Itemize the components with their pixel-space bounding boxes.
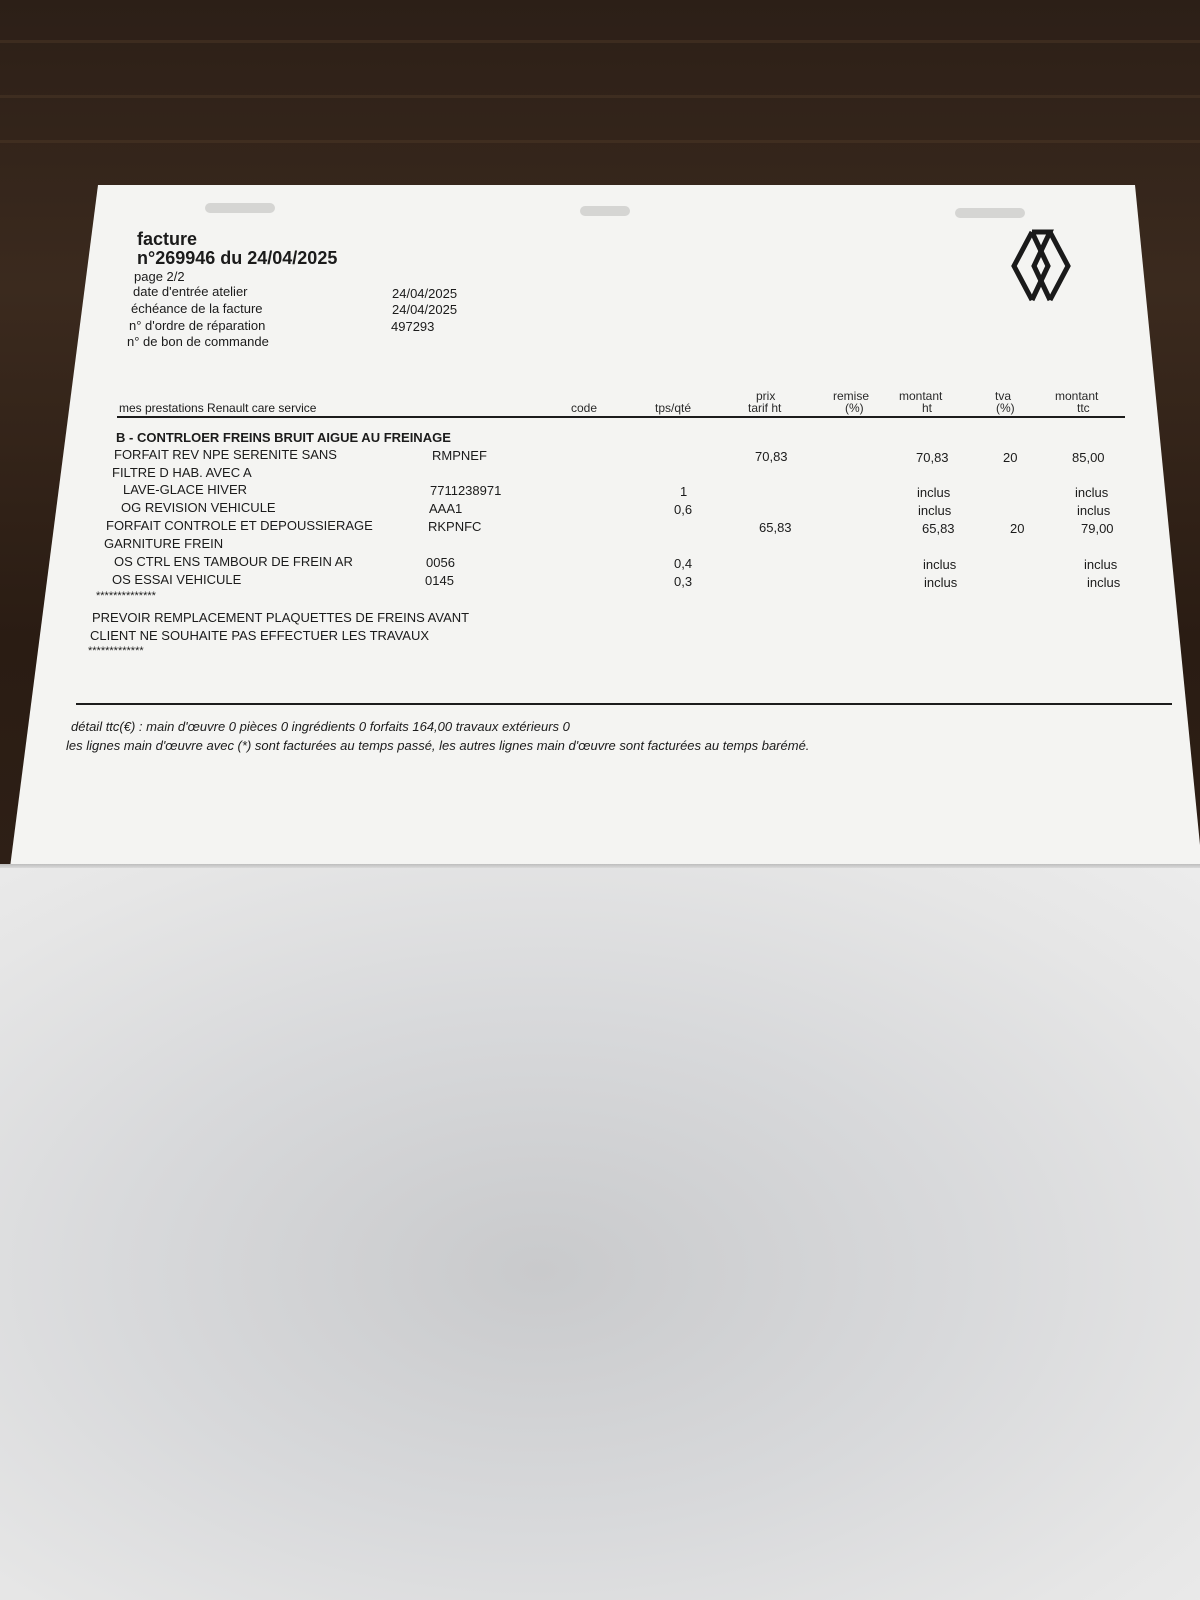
header-amount-ht-2: ht [922, 401, 933, 415]
row-label: FILTRE D HAB. AVEC A [112, 465, 252, 480]
header-code: code [571, 401, 598, 415]
section-title: B - CONTRLOER FREINS BRUIT AIGUE AU FREINAGE [116, 430, 451, 445]
row-label: FORFAIT CONTROLE ET DEPOUSSIERAGE [106, 518, 373, 533]
header-price-2: tarif ht [748, 401, 782, 415]
printer-smudge [205, 203, 275, 213]
header-amount-ht-1: montant [899, 389, 943, 403]
row-label: LAVE-GLACE HIVER [123, 482, 248, 497]
note-separator: ************* [88, 645, 144, 657]
header-amount-ttc-2: ttc [1077, 401, 1090, 415]
row-amount-ttc: inclus [1075, 485, 1109, 500]
header-qty: tps/qté [655, 401, 692, 415]
meta-label: n° d'ordre de réparation [129, 318, 266, 333]
meta-value: 24/04/2025 [392, 302, 458, 317]
row-price: 70,83 [755, 449, 788, 464]
folded-paper [0, 868, 1200, 1600]
printer-smudge [580, 206, 630, 216]
meta-label: n° de bon de commande [127, 334, 269, 349]
row-amount-ttc: inclus [1077, 503, 1111, 518]
footer-detail: détail ttc(€) : main d'œuvre 0 pièces 0 ingrédients 0 forfaits 164,00 travaux extérieurs 0 [71, 719, 570, 734]
row-amount-ttc: inclus [1084, 557, 1118, 572]
wood-grain [0, 40, 1200, 43]
row-vat: 20 [1010, 521, 1025, 536]
row-amount-ttc: inclus [1087, 575, 1121, 590]
row-amount-ht: 70,83 [916, 450, 949, 465]
row-amount-ttc: 85,00 [1072, 450, 1105, 465]
note-line: PREVOIR REMPLACEMENT PLAQUETTES DE FREINS AVANT [92, 610, 470, 625]
row-code: 7711238971 [430, 483, 502, 498]
row-label: OS CTRL ENS TAMBOUR DE FREIN AR [114, 554, 353, 569]
row-amount-ttc: 79,00 [1081, 521, 1114, 536]
row-label: FORFAIT REV NPE SERENITE SANS [114, 447, 337, 462]
header-discount-1: remise [833, 389, 870, 403]
meta-value: 24/04/2025 [392, 286, 458, 301]
note-separator: ************** [96, 590, 156, 602]
row-vat: 20 [1003, 450, 1018, 465]
row-amount-ht: inclus [924, 575, 958, 590]
header-rule [117, 416, 1125, 418]
meta-label: échéance de la facture [131, 301, 263, 316]
row-label: GARNITURE FREIN [104, 536, 224, 551]
meta-value: 497293 [391, 319, 435, 334]
header-price-1: prix [756, 389, 776, 403]
invoice-number: n°269946 du 24/04/2025 [137, 248, 338, 268]
wood-grain [0, 140, 1200, 143]
row-code: RKPNFC [428, 519, 482, 534]
row-amount-ht: inclus [917, 485, 951, 500]
row-price: 65,83 [759, 520, 792, 535]
row-code: 0056 [426, 555, 455, 570]
footer-explanation: les lignes main d'œuvre avec (*) sont facturées au temps passé, les autres lignes main d'œuvre sont facturées au temps barémé. [66, 738, 810, 753]
header-amount-ttc-1: montant [1055, 389, 1099, 403]
row-label: OS ESSAI VEHICULE [112, 572, 242, 587]
note-line: CLIENT NE SOUHAITE PAS EFFECTUER LES TRAVAUX [90, 628, 430, 643]
row-qty: 0,4 [674, 556, 693, 571]
header-vat-1: tva [995, 389, 1012, 403]
meta-label: date d'entrée atelier [133, 284, 248, 299]
row-qty: 0,6 [674, 502, 693, 517]
wood-grain [0, 95, 1200, 98]
row-qty: 1 [680, 484, 688, 499]
row-amount-ht: inclus [918, 503, 952, 518]
footer-rule [76, 703, 1172, 705]
row-code: AAA1 [429, 501, 463, 516]
invoice-title: facture [137, 229, 198, 249]
page-indicator: page 2/2 [134, 269, 185, 284]
row-amount-ht: inclus [923, 557, 957, 572]
printer-smudge [955, 208, 1025, 218]
header-service: mes prestations Renault care service [119, 401, 317, 415]
header-vat-2: (%) [996, 401, 1015, 415]
header-discount-2: (%) [845, 401, 864, 415]
row-label: OG REVISION VEHICULE [121, 500, 276, 515]
row-code: RMPNEF [432, 448, 487, 463]
renault-diamond-logo [1008, 228, 1074, 304]
row-code: 0145 [425, 573, 454, 588]
row-amount-ht: 65,83 [922, 521, 955, 536]
row-qty: 0,3 [674, 574, 693, 589]
